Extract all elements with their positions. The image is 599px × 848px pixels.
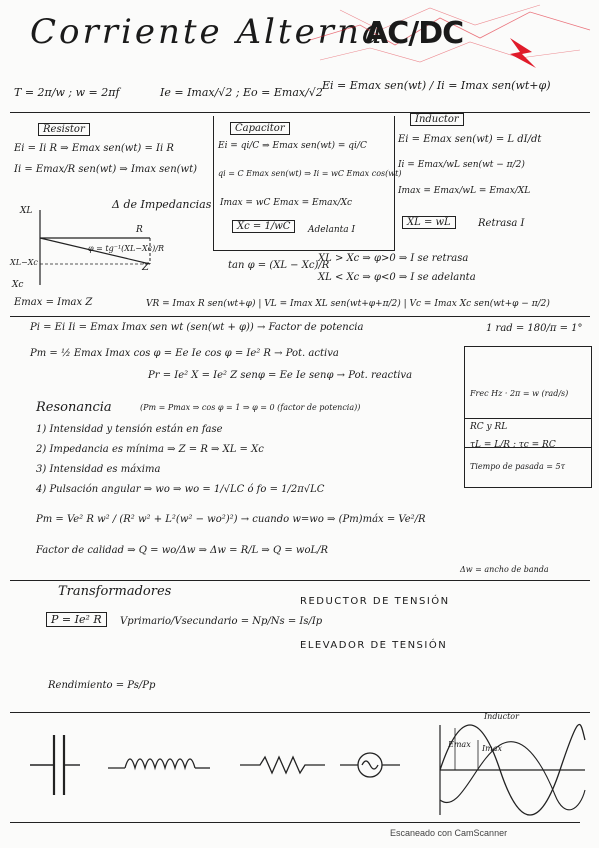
inductor-xl: XL = wL bbox=[402, 216, 456, 229]
capacitor-eq3: Imax = wC Emax = Emax/Xc bbox=[220, 198, 353, 208]
axis-xl: XL bbox=[20, 206, 33, 216]
resonance-power: Pm = Ve² R w² / (R² w² + L²(w² − wo²)²) → cuando w=wo ⇒ (Pm)máx = Ve²/R bbox=[36, 514, 426, 525]
capacitor-eq1: Ei = qi/C ⇒ Emax sen(wt) = qi/C bbox=[218, 141, 367, 151]
capacitor-note: Adelanta I bbox=[308, 225, 356, 235]
axis-xl-xc: XL−Xc bbox=[10, 258, 38, 267]
wave-emax: Emax bbox=[448, 740, 471, 749]
capacitor-symbol-icon bbox=[30, 735, 80, 795]
inductor-note: Retrasa I bbox=[478, 218, 525, 229]
transformers-label: Transformadores bbox=[58, 584, 172, 599]
case-adelanta: XL < Xc ⇒ φ<0 ⇒ I se adelanta bbox=[318, 272, 476, 283]
inductor-symbol-icon bbox=[108, 759, 210, 768]
resistor-eq2: Ii = Emax/R sen(wt) ⇒ Imax sen(wt) bbox=[14, 164, 198, 175]
transformer-efficiency: Rendimiento = Ps/Pp bbox=[48, 680, 156, 691]
page-title: Corriente Alterna bbox=[30, 12, 386, 52]
resistor-symbol-icon bbox=[240, 757, 325, 773]
elevador-label: ELEVADOR DE TENSIÓN bbox=[300, 640, 448, 651]
settling-time: Tiempo de pasada = 5τ bbox=[470, 462, 566, 471]
voltage-equations: VR = Imax R sen(wt+φ) | VL = Imax XL sen(wt+φ+π/2) | Vc = Imax Xc sen(wt+φ − π/2) bbox=[146, 299, 550, 309]
impedance-label: Δ de Impedancias bbox=[112, 198, 212, 211]
inductor-eq3: Imax = Emax/wL = Emax/XL bbox=[398, 186, 531, 196]
time-constants: τL = L/R ; τc = RC bbox=[470, 440, 556, 450]
inductor-label: Inductor bbox=[410, 113, 464, 126]
triangle-r: R bbox=[136, 225, 143, 235]
capacitor-eq2: qi = C Emax sen(wt) ⇒ Ii = wC Emax cos(wt) bbox=[218, 169, 402, 178]
transformer-power: P = Ie² R bbox=[46, 612, 107, 627]
resistor-label: Resistor bbox=[38, 123, 90, 136]
resonance-item-4: 4) Pulsación angular ⇒ wo ⇒ wo = 1/√LC ó fo = 1/2π√LC bbox=[36, 484, 325, 495]
triangle-phi: φ = tg⁻¹(XL−Xc)/R bbox=[88, 244, 165, 253]
resonance-condition: (Pm = Pmax ⇒ cos φ = 1 ⇒ φ = 0 (factor de potencia)) bbox=[140, 403, 361, 412]
axis-xc: Xc bbox=[12, 280, 24, 290]
freq-conversion: Frec Hz · 2π = w (rad/s) bbox=[470, 389, 569, 398]
rad-conversion: 1 rad = 180/π = 1° bbox=[486, 323, 583, 334]
ac-source-icon bbox=[340, 753, 400, 777]
resonance-item-1: 1) Intensidad y tensión están en fase bbox=[36, 424, 223, 435]
inductor-eq2: Ii = Emax/wL sen(wt − π/2) bbox=[398, 160, 525, 170]
wave-label: Inductor bbox=[484, 712, 519, 721]
capacitor-label: Capacitor bbox=[230, 122, 290, 135]
power-reactive: Pr = Ie² X = Ie² Z senφ = Ee Ie senφ → Pot. reactiva bbox=[148, 370, 413, 381]
resonance-label: Resonancia bbox=[36, 400, 112, 415]
resonance-item-3: 3) Intensidad es máxima bbox=[36, 464, 161, 475]
wave-imax: Imax bbox=[482, 744, 503, 753]
rc-rl-label: RC y RL bbox=[470, 422, 508, 432]
power-active: Pm = ½ Emax Imax cos φ = Ee Ie cos φ = Ie² R → Pot. activa bbox=[30, 348, 339, 359]
instant-values: Ei = Emax sen(wt) / Ii = Imax sen(wt+φ) bbox=[322, 79, 551, 92]
emax-z: Emax = Imax Z bbox=[14, 297, 93, 308]
transformer-ratio: Vprimario/Vsecundario = Np/Ns = Is/Ip bbox=[120, 616, 323, 627]
quality-factor: Factor de calidad ⇒ Q = wo/Δw ⇒ Δw = R/L ⇒ Q = woL/R bbox=[36, 545, 329, 556]
effective-values: Ie = Imax/√2 ; Eo = Emax/√2 bbox=[160, 86, 323, 99]
power-instant: Pi = Ei Ii = Emax Imax sen wt (sen(wt + φ)) → Factor de potencia bbox=[30, 322, 364, 333]
acdc-logo: AC/DC bbox=[365, 16, 464, 51]
period-formula: T = 2π/w ; w = 2πf bbox=[14, 86, 120, 99]
resonance-item-2: 2) Impedancia es mínima ⇒ Z = R ⇒ XL = Xc bbox=[36, 444, 264, 455]
reductor-label: REDUCTOR DE TENSIÓN bbox=[300, 596, 450, 607]
wave-graph bbox=[430, 720, 590, 820]
scanner-footer: Escaneado con CamScanner bbox=[390, 828, 508, 838]
circuit-symbols bbox=[20, 720, 440, 810]
case-retrasa: XL > Xc ⇒ φ>0 ⇒ I se retrasa bbox=[318, 253, 469, 264]
tan-phi: tan φ = (XL − Xc)/R bbox=[228, 260, 330, 271]
resistor-eq1: Ei = Ii R ⇒ Emax sen(wt) = Ii R bbox=[14, 143, 174, 154]
inductor-eq1: Ei = Emax sen(wt) = L dI/dt bbox=[398, 134, 542, 145]
capacitor-xc: Xc = 1/wC bbox=[232, 220, 295, 233]
bandwidth-note: Δw = ancho de banda bbox=[460, 565, 549, 574]
triangle-z: Z bbox=[142, 262, 149, 273]
